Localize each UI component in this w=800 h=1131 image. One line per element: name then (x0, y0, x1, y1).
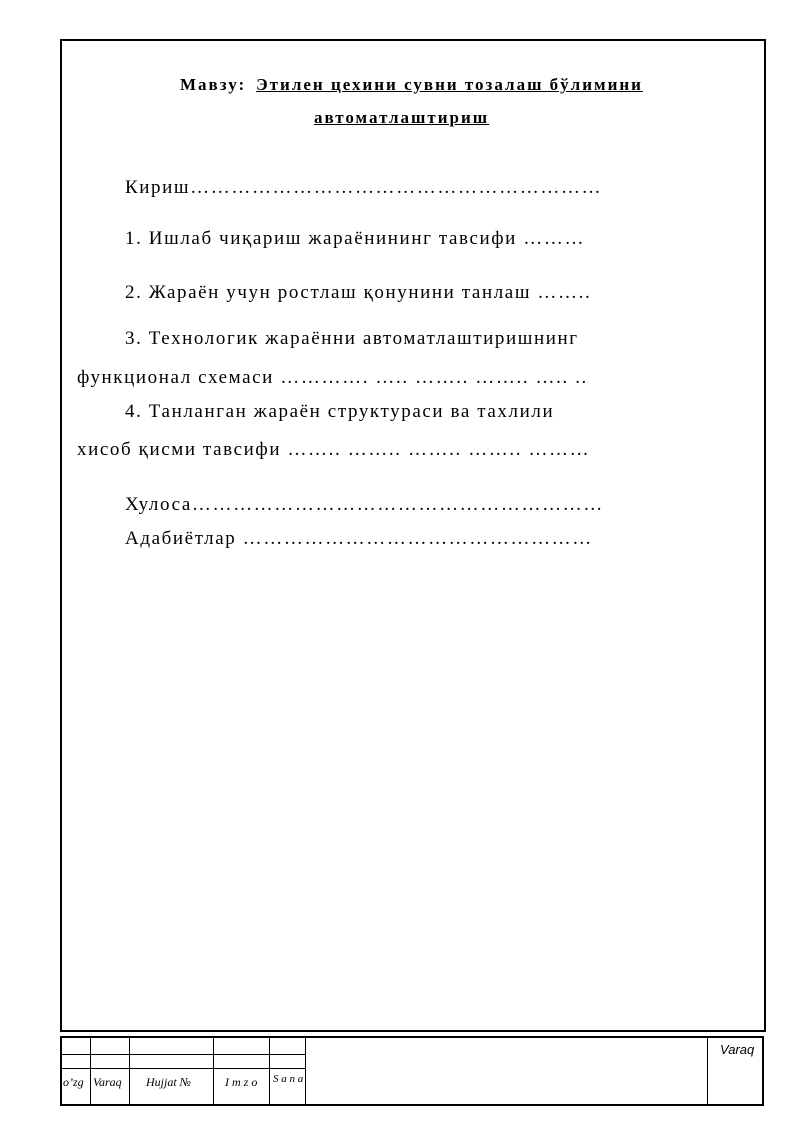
stamp-divider (269, 1038, 270, 1104)
stamp-col-change: o’zg (63, 1075, 84, 1089)
toc-conclusion: Хулоса…………………………………………………… (125, 494, 604, 515)
toc-item-4-line-2: хисоб қисми тавсифи …….. …….. …….. …….. ……… (77, 439, 591, 460)
stamp-col-sheet: Varaq (93, 1075, 122, 1089)
title-topic-line-2: автоматлаштириш (314, 108, 490, 127)
stamp-sheet-label: Varaq (720, 1042, 755, 1057)
toc-item-4-line-1: 4. Танланган жараён структураси ва тахлили (125, 401, 555, 422)
stamp-divider (90, 1038, 91, 1104)
toc-intro: Кириш…………………………………………………… (125, 177, 603, 198)
stamp-divider (129, 1038, 130, 1104)
toc-references: Адабиётлар …………………………………………… (125, 528, 593, 549)
stamp-row-line (62, 1068, 305, 1069)
toc-item-1: 1. Ишлаб чиқариш жараёнининг тавсифи ……… (125, 228, 586, 249)
toc-item-3-line-2: функционал схемаси …………. ….. …….. …….. ….. .. (77, 367, 588, 388)
title-stamp (60, 1036, 764, 1106)
title-line-1 (180, 75, 643, 95)
stamp-col-date: S a n a (273, 1073, 304, 1085)
toc-item-3-line-1: 3. Технологик жараённи автоматлаштиришнинг (125, 328, 579, 349)
title-topic-line-1: Этилен цехини сувни тозалаш бўлимини (256, 75, 643, 94)
stamp-row-line (62, 1054, 305, 1055)
stamp-divider (305, 1038, 306, 1104)
stamp-col-sign: I m z o (225, 1075, 258, 1089)
toc-item-2: 2. Жараён учун ростлаш қонунини танлаш …….. (125, 282, 592, 303)
stamp-divider (213, 1038, 214, 1104)
stamp-col-doc: Hujjat № (146, 1075, 191, 1089)
stamp-divider (707, 1038, 708, 1104)
title-prefix: Мавзу: (180, 75, 247, 94)
page-frame (60, 39, 766, 1032)
